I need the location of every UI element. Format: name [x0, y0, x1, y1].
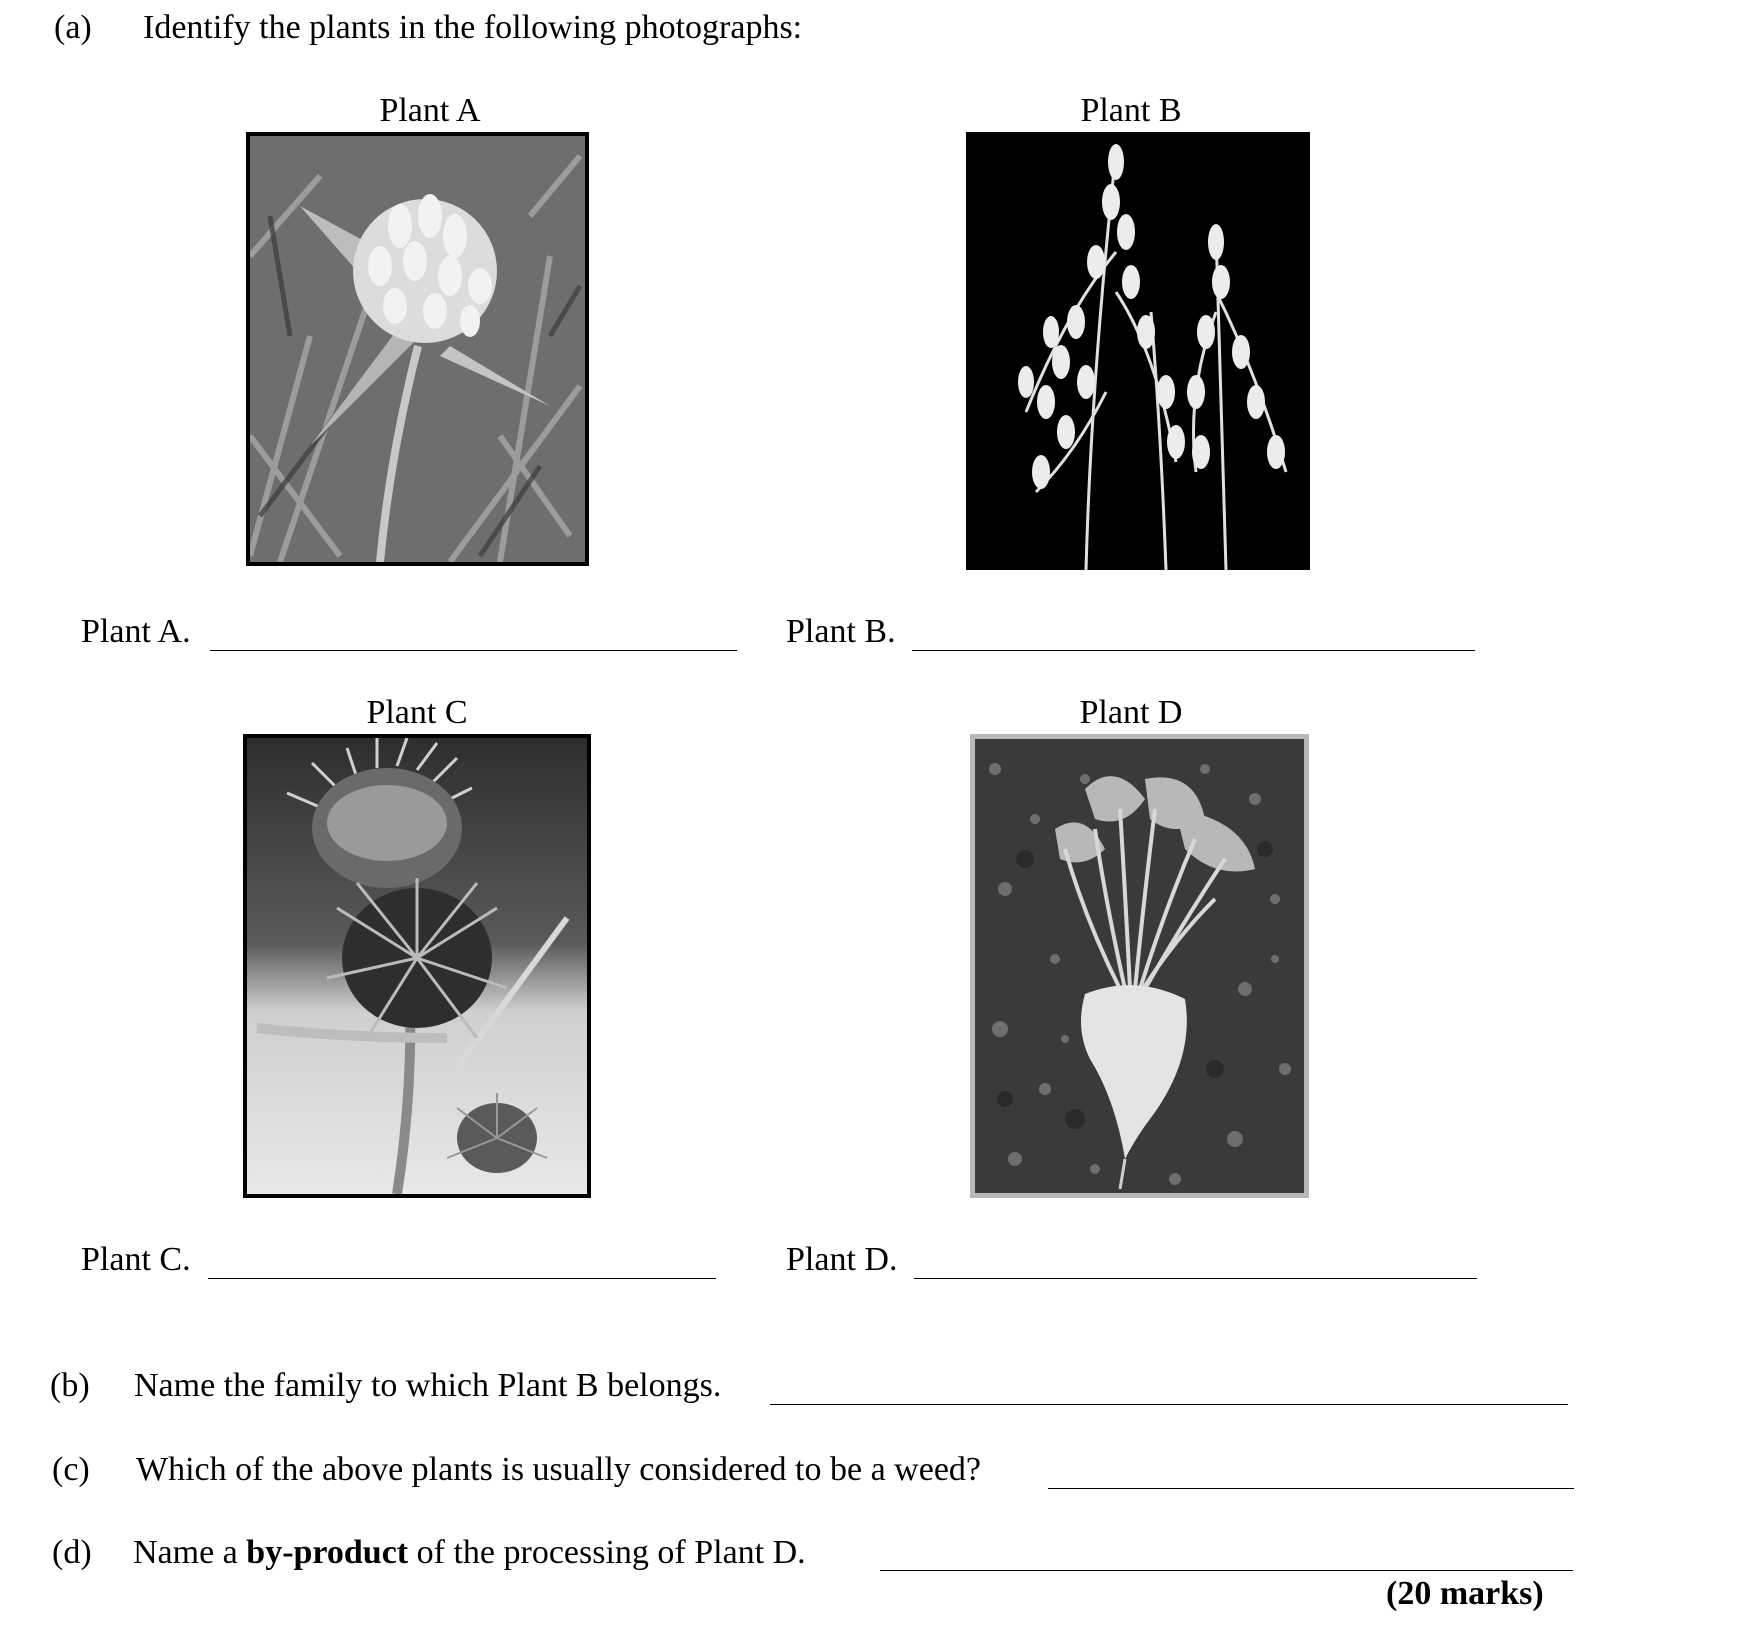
question-c-prompt: Which of the above plants is usually considered to be a weed? [136, 1451, 982, 1488]
question-d-prompt-bold: by-product [246, 1534, 409, 1571]
plant-b-caption: Plant B [1080, 92, 1182, 129]
question-d-prompt-after: of the processing of Plant D. [408, 1534, 806, 1571]
marks-total: (20 marks) [1386, 1575, 1544, 1612]
question-d-prompt-before: Name a [133, 1534, 247, 1571]
plant-a-answer-label: Plant A. [81, 613, 191, 650]
question-d-number: (d) [52, 1534, 92, 1571]
plant-a-photo [246, 132, 589, 566]
plant-c-answer-line[interactable] [208, 1278, 716, 1279]
plant-c-answer-label: Plant C. [81, 1241, 191, 1278]
question-a-number: (a) [54, 9, 92, 46]
plant-d-caption: Plant D [1079, 694, 1183, 731]
plant-a-caption: Plant A [379, 92, 481, 129]
question-d-answer-line[interactable] [880, 1570, 1573, 1571]
plant-b-answer-label: Plant B. [786, 613, 896, 650]
question-b-answer-line[interactable] [770, 1404, 1568, 1405]
question-b-prompt: Name the family to which Plant B belongs. [134, 1367, 722, 1404]
question-b-number: (b) [50, 1367, 90, 1404]
question-c-number: (c) [52, 1451, 90, 1488]
plant-d-answer-label: Plant D. [786, 1241, 898, 1278]
question-c-answer-line[interactable] [1048, 1488, 1574, 1489]
question-a-prompt: Identify the plants in the following photographs: [143, 9, 803, 46]
plant-a-answer-line[interactable] [210, 650, 737, 651]
question-d-prompt [133, 1533, 806, 1573]
plant-c-photo [243, 734, 591, 1198]
plant-b-answer-line[interactable] [912, 650, 1475, 651]
plant-b-photo [966, 132, 1310, 570]
plant-d-photo [970, 734, 1309, 1198]
plant-d-answer-line[interactable] [914, 1278, 1477, 1279]
plant-c-caption: Plant C [366, 694, 468, 731]
